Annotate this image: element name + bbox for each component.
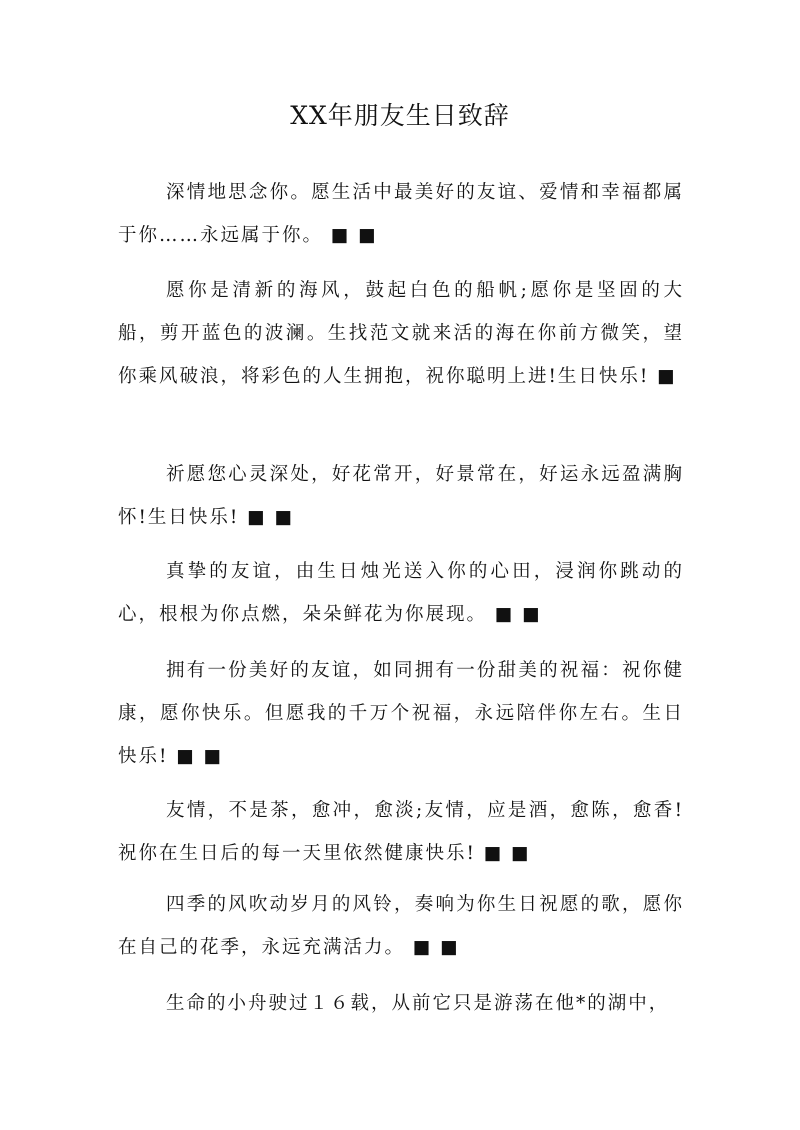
document-title: XX年朋友生日致辞	[290, 101, 510, 130]
paragraph-2: 愿你是清新的海风，鼓起白色的船帆;愿你是坚固的大船，剪开蓝色的波澜。生找范文就来活的海在你前方微笑，望你乘风破浪，将彩色的人生拥抱，祝你聪明上进!生日快乐! ■	[118, 279, 684, 387]
paragraph-4: 真挚的友谊，由生日烛光送入你的心田，浸润你跳动的心，根根为你点燃，朵朵鲜花为你展现。 ■ ■	[118, 560, 684, 625]
paragraph-1: 深情地思念你。愿生活中最美好的友谊、爱情和幸福都属于你……永远属于你。 ■ ■	[118, 181, 684, 246]
paragraph-6: 友情，不是茶，愈冲，愈淡;友情，应是酒，愈陈，愈香!祝你在生日后的每一天里依然健康快乐! ■ ■	[118, 799, 684, 864]
paragraph-5: 拥有一份美好的友谊，如同拥有一份甜美的祝福：祝你健康，愿你快乐。但愿我的千万个祝福，永远陪伴你左右。生日快乐! ■ ■	[118, 659, 684, 767]
paragraph-3: 祈愿您心灵深处，好花常开，好景常在，好运永远盈满胸怀!生日快乐! ■ ■	[118, 463, 684, 528]
paragraph-8: 生命的小舟驶过１６载，从前它只是游荡在他*的湖中，	[166, 992, 670, 1014]
paragraph-7: 四季的风吹动岁月的风铃，奏响为你生日祝愿的歌，愿你在自己的花季，永远充满活力。 ■ ■	[118, 893, 684, 958]
